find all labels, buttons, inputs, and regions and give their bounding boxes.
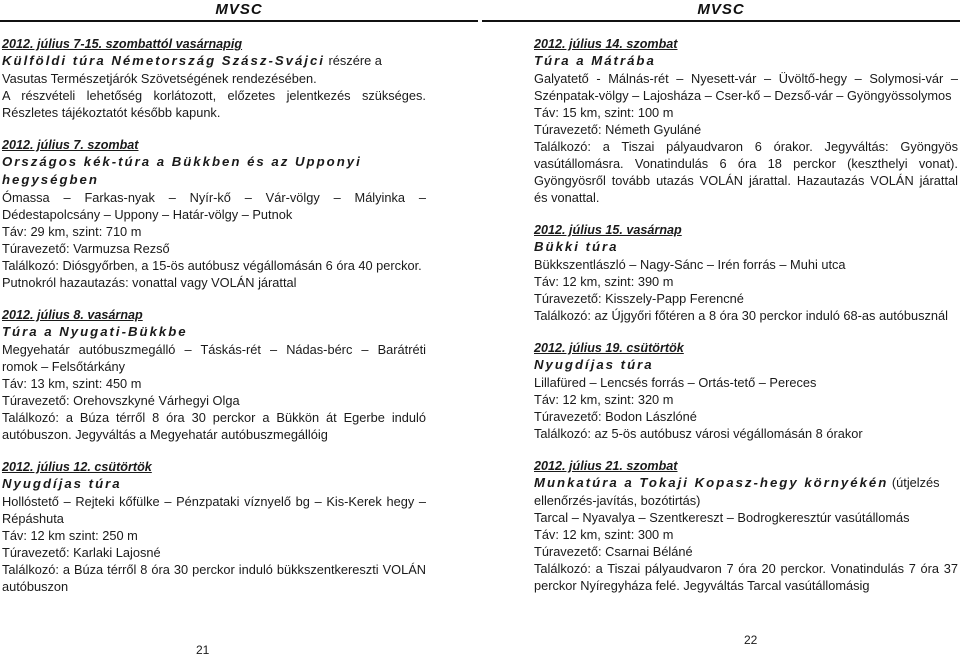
tour-date: 2012. július 15. vasárnap [534,223,682,237]
tour-meeting: Találkozó: a Tiszai pályaudvaron 6 órakor. Jegyváltás: Gyöngyös vasútállomásra. Vonatindulás 6 óra 18 perckor (keszthelyi vonat). Gyöngyösről tovább utazás VOLÁN járattal. Hazautazás VOLÁN járattal és vonattal. [534,139,958,205]
left-page [0,0,478,667]
tour-guide: Túravezető: Varmuzsa Rezső [2,241,170,256]
tour-route: Galyatető - Málnás-rét – Nyesett-vár – Üvöltő-hegy – Solymosi-vár – Szénpatak-völgy – Lajosháza – Cser-kő – Dezső-vár – Gyöngyössolymos [534,71,958,103]
tour-date: 2012. július 12. csütörtök [2,460,152,474]
tour-entry [534,340,958,442]
tour-meeting: Találkozó: a Tiszai pályaudvaron 7 óra 20 perckor. Vonatindulás 7 óra 37 perckor Nyíregyháza felé. Jegyváltás Tarcal vasútállomásig [534,561,958,593]
tour-meeting: Találkozó: a Búza térről 8 óra 30 perckor a Bükkön át Egerbe induló autóbuszon. Jegyváltás a Megyehatár autóbuszmegállóig [2,410,426,442]
tour-entry [2,36,426,121]
tour-title-block [2,52,426,87]
tour-entry [534,458,958,594]
tour-distance: Táv: 12 km, szint: 320 m [534,392,674,407]
tour-note: A részvételi lehetőség korlátozott, előzetes jelentkezés szükséges. Részletes tájékoztatót később kapunk. [2,88,426,120]
page-number: 21 [196,643,210,657]
right-page-content [534,36,958,610]
tour-meeting: Találkozó: a Búza térről 8 óra 30 perckor induló bükkszentkereszti VOLÁN autóbuszon [2,562,426,594]
tour-distance: Táv: 12 km, szint: 390 m [534,274,674,289]
right-page [482,0,960,667]
tour-title: Munkatúra a Tokaji Kopasz-hegy környékén [534,475,889,490]
tour-title: Külföldi túra Németország Szász-Svájci [2,53,325,68]
tour-route: Megyehatár autóbuszmegálló – Táskás-rét – Nádas-bérc – Barátréti romok – Felsőtárkány [2,342,426,374]
tour-distance: Táv: 29 km, szint: 710 m [2,224,142,239]
tour-guide: Túravezető: Bodon Lászlóné [534,409,697,424]
tour-title-block [534,474,958,509]
tour-distance: Táv: 12 km szint: 250 m [2,528,138,543]
tour-guide: Túravezető: Orehovszkyné Várhegyi Olga [2,393,240,408]
tour-date: 2012. július 21. szombat [534,459,678,473]
tour-meeting: Találkozó: az 5-ös autóbusz városi végállomásán 8 órakor [534,426,863,441]
tour-return: Putnokról hazautazás: vonattal vagy VOLÁN járattal [2,275,297,290]
tour-title: Túra a Nyugati-Bükkbe [2,324,188,339]
tour-guide: Túravezető: Karlaki Lajosné [2,545,161,560]
tour-title: Országos kék-túra a Bükkben és az Upponyi hegységben [2,154,362,187]
tour-entry [2,307,426,443]
tour-entry [534,36,958,206]
tour-title: Nyugdíjas túra [2,476,122,491]
tour-route: Tarcal – Nyavalya – Szentkereszt – Bodrogkeresztúr vasútállomás [534,510,910,525]
tour-route: Bükkszentlászló – Nagy-Sánc – Irén forrás – Muhi utca [534,257,846,272]
left-page-header [0,0,478,22]
tour-meeting: Találkozó: Diósgyőrben, a 15-ös autóbusz végállomásán 6 óra 40 perckor. [2,258,422,273]
tour-route: Hollóstető – Rejteki kőfülke – Pénzpataki víznyelő bg – Kis-Kerek hegy – Répáshuta [2,494,426,526]
tour-guide: Túravezető: Csarnai Béláné [534,544,693,559]
tour-date: 2012. július 7-15. szombattól vasárnapig [2,37,243,51]
tour-guide: Túravezető: Németh Gyuláné [534,122,702,137]
tour-distance: Táv: 15 km, szint: 100 m [534,105,674,120]
tour-guide: Túravezető: Kisszely-Papp Ferencné [534,291,744,306]
tour-title: Túra a Mátrába [534,53,656,68]
page-number: 22 [744,633,758,647]
tour-date: 2012. július 8. vasárnap [2,308,143,322]
tour-date: 2012. július 19. csütörtök [534,341,684,355]
left-page-content [2,36,426,611]
tour-route: Lillafüred – Lencsés forrás – Ortás-tető – Pereces [534,375,817,390]
tour-title: Nyugdíjas túra [534,357,654,372]
tour-entry [2,459,426,595]
right-page-header [482,0,960,22]
tour-title-suffix: részére a Vasutas Természetjárók Szövetségének rendezésében. [2,53,382,86]
header-title: MVSC [697,1,745,18]
tour-date: 2012. július 7. szombat [2,138,139,152]
tour-meeting: Találkozó: az Újgyőri főtéren a 8 óra 30 perckor induló 68-as autóbusznál [534,308,949,323]
tour-title-suffix: (útjelzés ellenőrzés-javítás, bozótirtás) [534,475,940,508]
tour-distance: Táv: 13 km, szint: 450 m [2,376,142,391]
header-title: MVSC [215,1,263,18]
tour-route: Ómassa – Farkas-nyak – Nyír-kő – Vár-völgy – Mályinka – Dédestapolcsány – Uppony – Határ-völgy – Putnok [2,190,426,222]
tour-entry [534,222,958,324]
tour-date: 2012. július 14. szombat [534,37,678,51]
tour-title: Bükki túra [534,239,619,254]
tour-distance: Táv: 12 km, szint: 300 m [534,527,674,542]
tour-entry [2,137,426,291]
